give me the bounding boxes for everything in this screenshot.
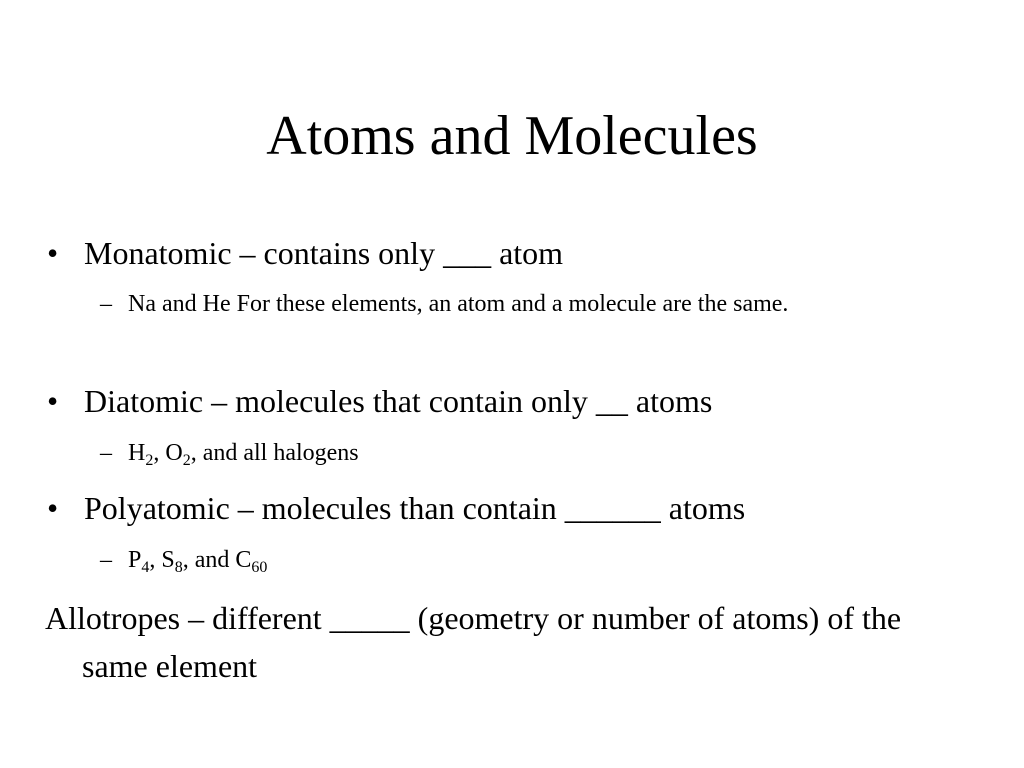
- bullet-text: Monatomic – contains only ___ atom: [84, 235, 564, 271]
- sub-bullet-text: [128, 545, 267, 575]
- allotropes-paragraph: Allotropes – different _____ (geometry or number of atoms) of the same element: [45, 600, 902, 684]
- formula-text: , O: [153, 440, 183, 466]
- subscript: 2: [182, 452, 191, 469]
- sub-bullet-marker: –: [100, 547, 112, 573]
- sub-bullet-marker: –: [100, 291, 112, 317]
- subscript: 2: [145, 452, 154, 469]
- subscript: 60: [251, 559, 268, 576]
- bullet-text: Diatomic – molecules that contain only __ atoms: [84, 383, 713, 419]
- formula-text: , and C: [182, 547, 252, 573]
- bullet-marker: •: [47, 235, 59, 271]
- formula-text: , and all halogens: [190, 440, 359, 466]
- formula-text: P: [128, 547, 142, 573]
- subscript: 8: [174, 559, 183, 576]
- bullet-text: Polyatomic – molecules than contain ______ atoms: [84, 490, 746, 526]
- slide-title: Atoms and Molecules: [266, 105, 758, 167]
- bullet-marker: •: [47, 383, 59, 419]
- formula-text: H: [128, 440, 146, 466]
- formula-text: , S: [149, 547, 175, 573]
- subscript: 4: [141, 559, 150, 576]
- sub-bullet-marker: –: [100, 440, 112, 466]
- bullet-marker: •: [47, 490, 59, 526]
- sub-bullet-text: Na and He For these elements, an atom and a molecule are the same.: [128, 291, 789, 317]
- sub-bullet-text: [128, 438, 359, 468]
